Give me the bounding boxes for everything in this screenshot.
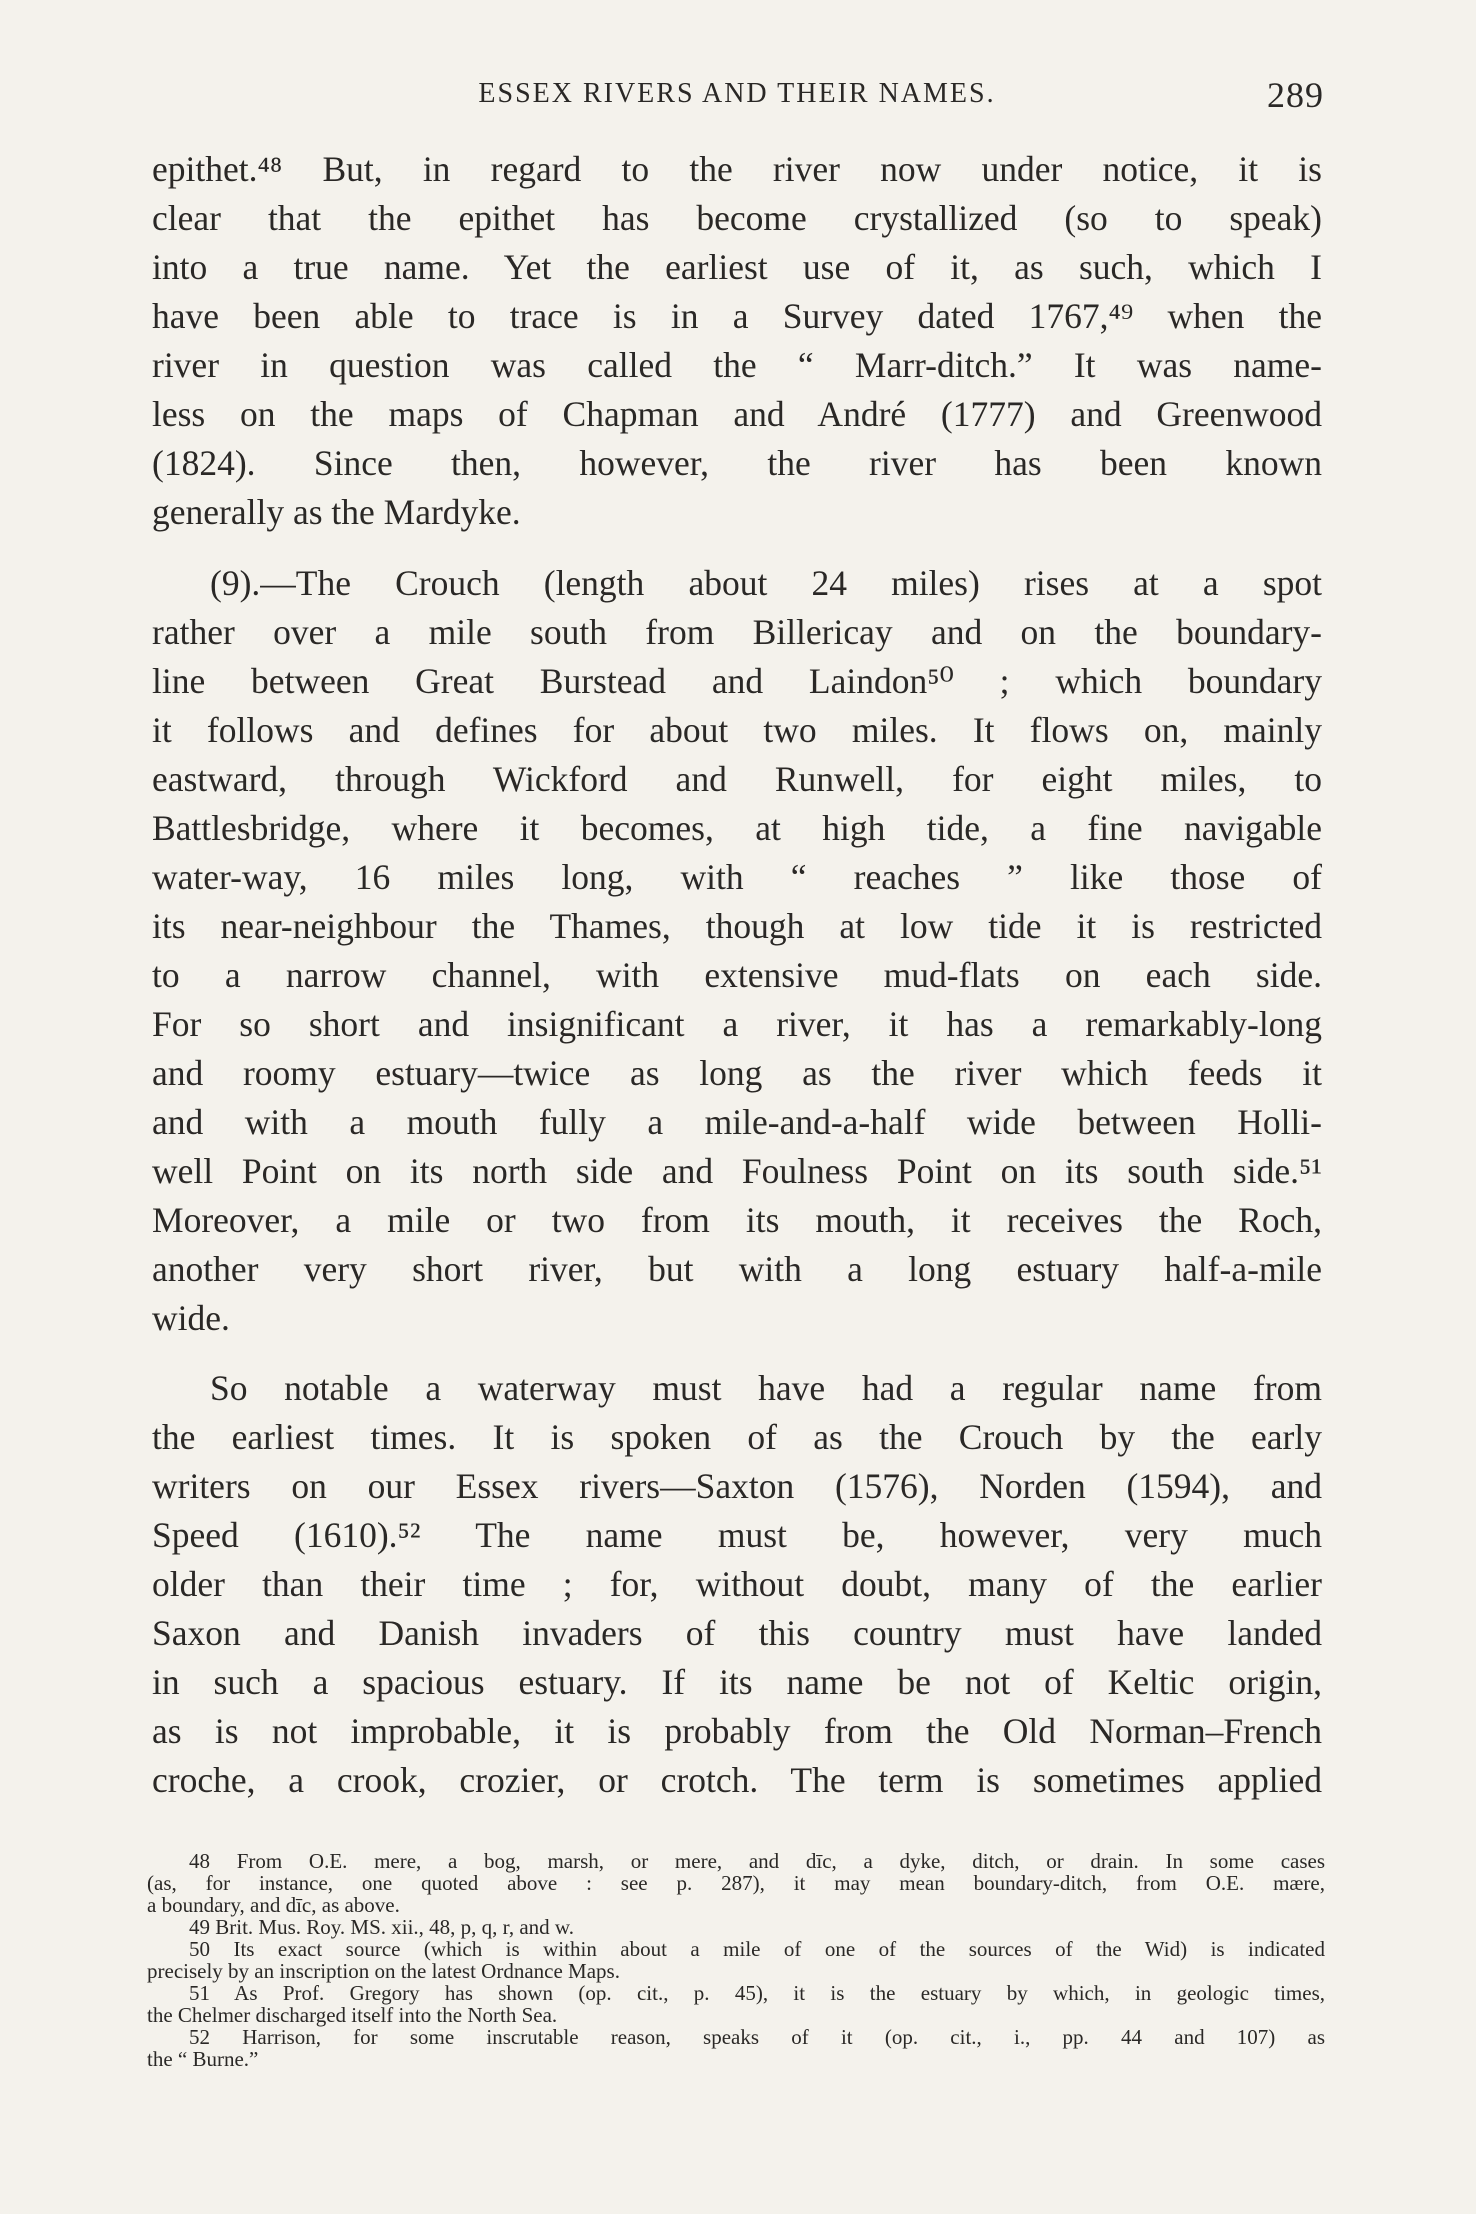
text-line: into a true name. Yet the earliest use of it, as such, which I bbox=[152, 247, 1322, 287]
text-line: to a narrow channel, with extensive mud-flats on each side. bbox=[152, 955, 1322, 995]
paragraph-gap bbox=[152, 537, 1322, 559]
text-line: river in question was called the “ Marr-ditch.” It was name- bbox=[152, 345, 1322, 385]
body-text bbox=[152, 145, 1322, 1805]
text-line: another very short river, but with a long estuary half-a-mile bbox=[152, 1249, 1322, 1289]
text-line: (9).—The Crouch (length about 24 miles) rises at a spot bbox=[210, 563, 1322, 603]
footnote-line: (as, for instance, one quoted above : see p. 287), it may mean boundary-ditch, from O.E. mære, bbox=[147, 1871, 1325, 1895]
text-line: For so short and insignificant a river, it has a remarkably-long bbox=[152, 1004, 1322, 1044]
paragraph-gap bbox=[152, 1343, 1322, 1364]
text-line: Moreover, a mile or two from its mouth, it receives the Roch, bbox=[152, 1200, 1322, 1240]
page-number: 289 bbox=[1267, 75, 1324, 115]
footnote-line: precisely by an inscription on the latest Ordnance Maps. bbox=[147, 1959, 620, 1983]
text-line: generally as the Mardyke. bbox=[152, 492, 521, 532]
text-line: So notable a waterway must have had a regular name from bbox=[210, 1368, 1322, 1408]
text-line: the earliest times. It is spoken of as the Crouch by the early bbox=[152, 1417, 1322, 1457]
footnote-line: 50 Its exact source (which is within about a mile of one of the sources of the Wid) is indicated bbox=[189, 1937, 1325, 1961]
footnote-line: a boundary, and dīc, as above. bbox=[147, 1893, 400, 1917]
footnote-line: the Chelmer discharged itself into the North Sea. bbox=[147, 2003, 558, 2027]
text-line: Battlesbridge, where it becomes, at high tide, a fine navigable bbox=[152, 808, 1322, 848]
text-line: epithet.⁴⁸ But, in regard to the river now under notice, it is bbox=[152, 149, 1322, 189]
text-line: water-way, 16 miles long, with “ reaches ” like those of bbox=[152, 857, 1322, 897]
text-line: less on the maps of Chapman and André (1777) and Greenwood bbox=[152, 394, 1322, 434]
footnote-line: 52 Harrison, for some inscrutable reason, speaks of it (op. cit., i., pp. 44 and 107) as bbox=[189, 2025, 1325, 2049]
text-line: rather over a mile south from Billericay and on the boundary- bbox=[152, 612, 1322, 652]
footnote-line: 51 As Prof. Gregory has shown (op. cit., p. 45), it is the estuary by which, in geologic times, bbox=[189, 1981, 1325, 2005]
paragraph-crouch bbox=[152, 559, 1322, 1343]
footnote-line: the “ Burne.” bbox=[147, 2047, 259, 2071]
footnote-line: 48 From O.E. mere, a bog, marsh, or mere, and dīc, a dyke, ditch, or drain. In some cases bbox=[189, 1849, 1325, 1873]
text-line: well Point on its north side and Foulness Point on its south side.⁵¹ bbox=[152, 1151, 1322, 1191]
text-line: line between Great Burstead and Laindon⁵⁰ ; which boundary bbox=[152, 661, 1322, 701]
text-line: and with a mouth fully a mile-and-a-half wide between Holli- bbox=[152, 1102, 1322, 1142]
footnotes bbox=[147, 1850, 1325, 2070]
text-line: eastward, through Wickford and Runwell, for eight miles, to bbox=[152, 759, 1322, 799]
text-line: Speed (1610).⁵² The name must be, however, very much bbox=[152, 1515, 1322, 1555]
text-line: older than their time ; for, without doubt, many of the earlier bbox=[152, 1564, 1322, 1604]
text-line: (1824). Since then, however, the river has been known bbox=[152, 443, 1322, 483]
paragraph-mardyke bbox=[152, 145, 1322, 537]
paragraph-crouch-name bbox=[152, 1364, 1322, 1805]
text-line: clear that the epithet has become crystallized (so to speak) bbox=[152, 198, 1322, 238]
running-title: ESSEX RIVERS AND THEIR NAMES. bbox=[478, 78, 996, 109]
text-line: as is not improbable, it is probably from the Old Norman–French bbox=[152, 1711, 1322, 1751]
footnote-line: 49 Brit. Mus. Roy. MS. xii., 48, p, q, r, and w. bbox=[189, 1915, 574, 1939]
text-line: its near-neighbour the Thames, though at low tide it is restricted bbox=[152, 906, 1322, 946]
page-header bbox=[152, 74, 1322, 124]
text-line: and roomy estuary—twice as long as the river which feeds it bbox=[152, 1053, 1322, 1093]
text-line: croche, a crook, crozier, or crotch. The term is sometimes applied bbox=[152, 1760, 1322, 1800]
text-line: in such a spacious estuary. If its name be not of Keltic origin, bbox=[152, 1662, 1322, 1702]
text-line: writers on our Essex rivers—Saxton (1576), Norden (1594), and bbox=[152, 1466, 1322, 1506]
text-line: Saxon and Danish invaders of this country must have landed bbox=[152, 1613, 1322, 1653]
text-line: have been able to trace is in a Survey dated 1767,⁴⁹ when the bbox=[152, 296, 1322, 336]
text-line: wide. bbox=[152, 1298, 230, 1338]
text-line: it follows and defines for about two miles. It flows on, mainly bbox=[152, 710, 1322, 750]
